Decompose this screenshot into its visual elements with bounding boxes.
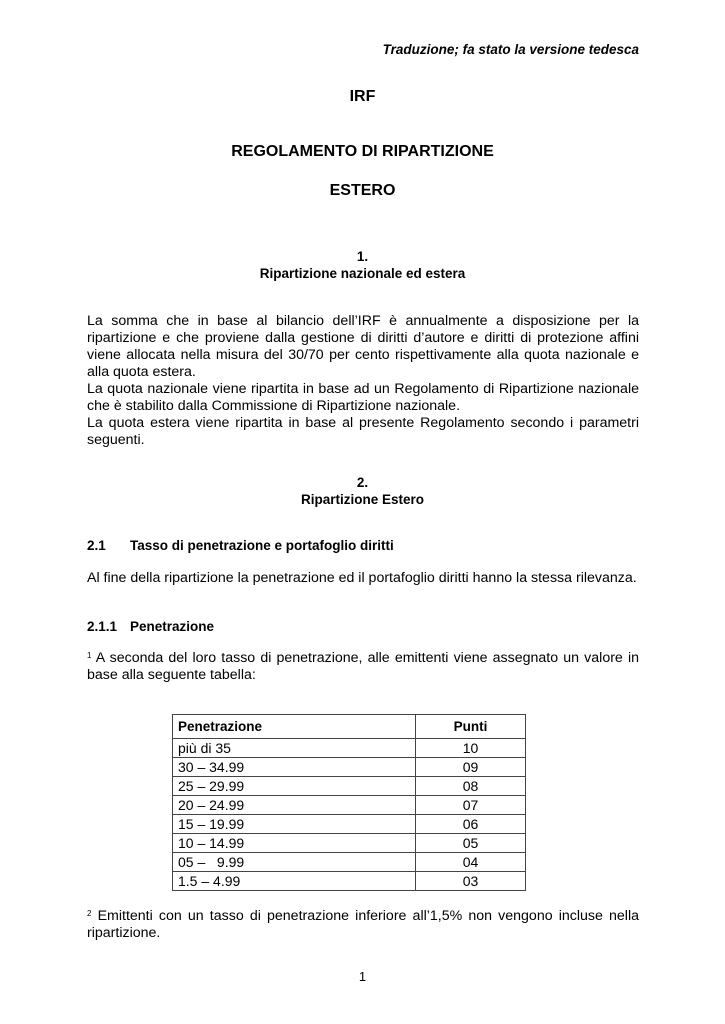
- penetration-range: 05 – 9.99: [173, 853, 416, 872]
- penetration-intro: [87, 650, 639, 684]
- penetration-range: più di 35: [173, 739, 416, 758]
- section-2-number: 2.: [356, 475, 369, 490]
- section-2-heading: [0, 474, 725, 508]
- subsection-number: 2.1: [87, 538, 106, 553]
- penetration-range: 15 – 19.99: [173, 815, 416, 834]
- org-title: IRF: [349, 88, 376, 105]
- subsection-2-1-heading: [87, 538, 394, 553]
- paragraph-text: A seconda del loro tasso di penetrazione, alle emittenti viene assegnato un valore in base alla seguente tabella:: [87, 650, 639, 683]
- footnote-marker: 1: [87, 651, 92, 660]
- subsection-number: 2.1.1: [87, 619, 118, 634]
- section-1-title: Ripartizione nazionale ed estera: [259, 266, 466, 281]
- subsection-title: Tasso di penetrazione e portafoglio diritti: [130, 538, 394, 553]
- penetration-range: 30 – 34.99: [173, 758, 416, 777]
- section-1-body: [87, 313, 639, 449]
- column-header-punti: Punti: [416, 715, 526, 739]
- subsection-2-1-text: [87, 570, 639, 587]
- paragraph: La somma che in base al bilancio dell’IRF è annualmente a disposizione per la ripartizione e che proviene dalla gestione di diritti d’autore e diritti di protezione affini viene allocata nella misura del 30/70 per cento rispettivamente alla quota nazionale e alla quota estera.: [87, 313, 639, 380]
- table-row: [173, 872, 526, 891]
- column-header-penetrazione: Penetrazione: [173, 715, 416, 739]
- table-row: [173, 815, 526, 834]
- section-1-heading: [0, 248, 725, 282]
- main-title: REGOLAMENTO DI RIPARTIZIONE: [231, 143, 494, 160]
- exclusion-note: [87, 908, 639, 942]
- table-row: [173, 796, 526, 815]
- points-value: 05: [416, 834, 526, 853]
- points-value: 03: [416, 872, 526, 891]
- table-row: [173, 758, 526, 777]
- points-value: 07: [416, 796, 526, 815]
- translation-note: Traduzione; fa stato la versione tedesca: [382, 42, 639, 57]
- points-value: 09: [416, 758, 526, 777]
- points-value: 06: [416, 815, 526, 834]
- section-2-title: Ripartizione Estero: [300, 492, 425, 507]
- paragraph: [87, 908, 639, 942]
- penetration-range: 10 – 14.99: [173, 834, 416, 853]
- table-header-row: [173, 715, 526, 739]
- section-1-number: 1.: [356, 249, 369, 264]
- paragraph: La quota estera viene ripartita in base al presente Regolamento secondo i parametri seguenti.: [87, 415, 639, 448]
- table-row: [173, 777, 526, 796]
- table-row: [173, 853, 526, 872]
- table-row: [173, 739, 526, 758]
- penetration-range: 20 – 24.99: [173, 796, 416, 815]
- subsection-2-1-1-heading: [87, 619, 214, 634]
- footnote-marker: 2: [87, 909, 92, 918]
- points-value: 10: [416, 739, 526, 758]
- paragraph: [87, 650, 639, 684]
- paragraph: Al fine della ripartizione la penetrazione ed il portafoglio diritti hanno la stessa rilevanza.: [87, 570, 637, 586]
- points-value: 04: [416, 853, 526, 872]
- paragraph: La quota nazionale viene ripartita in base ad un Regolamento di Ripartizione nazionale che è stabilito dalla Commissione di Ripartizione nazionale.: [87, 381, 639, 414]
- subsection-title: Penetrazione: [130, 619, 215, 634]
- table-row: [173, 834, 526, 853]
- sub-title: ESTERO: [329, 182, 396, 199]
- penetration-range: 25 – 29.99: [173, 777, 416, 796]
- penetration-table: [172, 714, 526, 891]
- points-value: 08: [416, 777, 526, 796]
- penetration-range: 1.5 – 4.99: [173, 872, 416, 891]
- page-number: 1: [358, 969, 367, 984]
- paragraph-text: Emittenti con un tasso di penetrazione inferiore all’1,5% non vengono incluse nella ripartizione.: [87, 908, 639, 941]
